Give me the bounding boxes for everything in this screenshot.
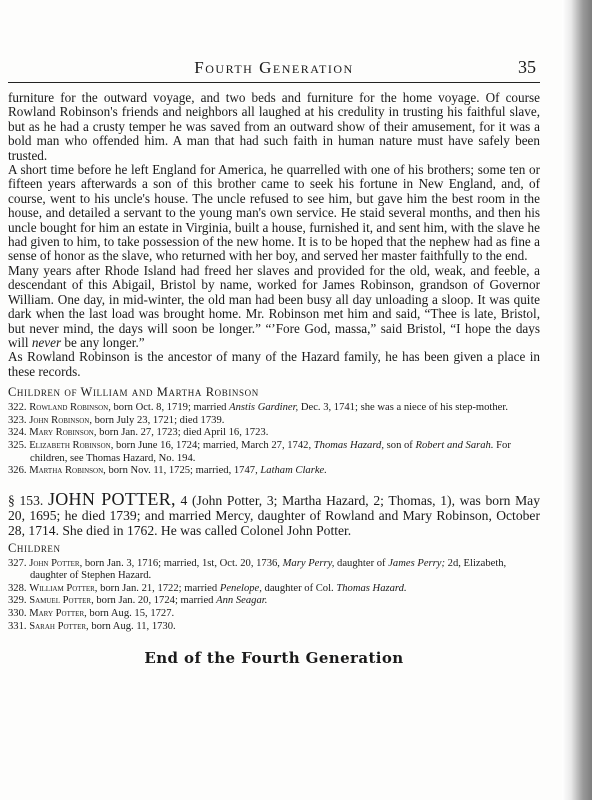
list-item-text: born Jan. 27, 1723; died April 16, 1723. bbox=[96, 427, 269, 439]
list-item-number: 329. bbox=[8, 595, 27, 607]
paragraph bbox=[8, 264, 540, 350]
child-name: Mary Robinson, bbox=[29, 427, 97, 439]
list-item-text: daughter of Col. bbox=[261, 582, 337, 594]
entry-name: JOHN POTTER, bbox=[47, 488, 176, 509]
paragraph-text: Many years after Rhode Island had freed her slaves and provided for the old, weak, and feeble, a descendant of this Abigail, Bristol by name, worked for James Robinson, grandson of Governor William. One day, in mid-winter, the old man had been busy all day unloading a sloop. It was quite dark when the last load was brought home. Mr. Robinson met him and said, “Thee is late, Bristol, but never mind, the days will soon be longer.” “’Fore God, massa,” said Bristol, “I hope the days will bbox=[8, 262, 540, 350]
book-binding-shadow bbox=[562, 0, 592, 800]
list-item bbox=[8, 595, 540, 608]
children-list bbox=[8, 402, 540, 478]
paragraph: A short time before he left England for America, he quarrelled with one of his brothers; some ten or fifteen years afterwards a son of this brother came to seek his fortune in New England, and, of course, went to his uncle's house. The uncle refused to see him, but gave him the best room in the house, and detailed a servant to the young man's own service. He staid several months, and then his uncle bought for him an estate in Virginia, built a house, furnished it, and sent him, with the slave he had given to him, to take possession of the new home. It is to be hoped that the nephew had as fine a sense of honor as the slave, who returned with her boy, and served her master faithfully to the end. bbox=[8, 162, 540, 264]
italic-text: Robert and Sarah. bbox=[415, 439, 494, 451]
page-content bbox=[8, 56, 540, 667]
entry-number: § 153. bbox=[8, 492, 44, 508]
child-name: Martha Robinson, bbox=[29, 465, 106, 477]
list-item-number: 327. bbox=[8, 557, 27, 569]
list-item-text: born July 23, 1721; died 1739. bbox=[91, 414, 225, 426]
list-item-number: 324. bbox=[8, 427, 27, 439]
list-item-text: For children, see Thomas Hazard, No. 194. bbox=[30, 439, 511, 464]
list-item-text: born June 16, 1724; married, March 27, 1742, bbox=[113, 439, 314, 451]
list-item-text: Dec. 3, 1741; she was a niece of his step-mother. bbox=[298, 402, 508, 414]
list-item-number: 331. bbox=[8, 620, 27, 632]
section-heading: Children bbox=[8, 540, 61, 555]
child-name: John Robinson, bbox=[29, 414, 92, 426]
child-name: Samuel Potter, bbox=[29, 595, 94, 607]
italic-text: Penelope, bbox=[219, 582, 262, 594]
list-item-number: 325. bbox=[8, 439, 27, 451]
list-item-text: born Nov. 11, 1725; married, 1747, bbox=[105, 465, 261, 477]
list-item-number: 326. bbox=[8, 465, 27, 477]
list-item bbox=[8, 427, 540, 440]
section-heading: Children of William and Martha Robinson bbox=[8, 385, 259, 400]
child-name: John Potter, bbox=[29, 557, 83, 569]
end-note: End of the Fourth Generation bbox=[144, 649, 404, 668]
page-number: 35 bbox=[518, 57, 536, 77]
child-name: Sarah Potter, bbox=[29, 620, 89, 632]
list-item bbox=[8, 608, 540, 621]
body-text bbox=[8, 91, 540, 379]
list-item bbox=[8, 558, 540, 583]
list-item-text: son of bbox=[384, 439, 416, 451]
list-item bbox=[8, 402, 540, 415]
running-title: Fourth Generation bbox=[194, 58, 354, 77]
list-item bbox=[8, 465, 540, 478]
list-item-text: 2d, Elizabeth, daughter of Stephen Hazard. bbox=[30, 557, 507, 582]
page-header bbox=[8, 56, 540, 83]
list-item-text: born Jan. 3, 1716; married, 1st, Oct. 20, 1736, bbox=[82, 557, 283, 569]
italic-text: never bbox=[31, 334, 62, 350]
italic-text: Anstis Gardiner, bbox=[229, 402, 299, 414]
list-item bbox=[8, 621, 540, 634]
list-item-number: 322. bbox=[8, 402, 27, 414]
child-name: Mary Potter, bbox=[29, 608, 87, 620]
genealogy-entry bbox=[8, 488, 540, 538]
italic-text: Thomas Hazard, bbox=[313, 439, 384, 451]
child-name: Elizabeth Robinson, bbox=[29, 439, 114, 451]
list-item-text: born Oct. 8, 1719; married bbox=[110, 402, 230, 414]
children-list bbox=[8, 558, 540, 634]
italic-text: Thomas Hazard. bbox=[336, 582, 407, 594]
paragraph: furniture for the outward voyage, and two beds and furniture for the home voyage. Of course Rowland Robinson's friends and neighbors all laughed at his credulity in trusting his faithful slave, but as he had a crusty temper he was saved from an outward show of their amusement, for it was a bold man who offended him. A man that had such faith in human nature must have safely been trusted. bbox=[8, 90, 540, 163]
child-name: William Potter, bbox=[29, 582, 98, 594]
italic-text: Latham Clarke. bbox=[260, 465, 327, 477]
list-item-text: born Aug. 15, 1727. bbox=[86, 608, 175, 620]
italic-text: Ann Seagar. bbox=[216, 595, 268, 607]
list-item-text: born Aug. 11, 1730. bbox=[88, 620, 176, 632]
italic-text: Mary Perry, bbox=[282, 557, 335, 569]
child-name: Rowland Robinson, bbox=[29, 402, 111, 414]
list-item-text: daughter of bbox=[334, 557, 389, 569]
list-item-number: 323. bbox=[8, 414, 27, 426]
paragraph: As Rowland Robinson is the ancestor of many of the Hazard family, he has been given a place in these records. bbox=[8, 349, 540, 379]
list-item-text: born Jan. 21, 1722; married bbox=[97, 582, 220, 594]
italic-text: James Perry; bbox=[388, 557, 446, 569]
list-item bbox=[8, 440, 540, 465]
list-item-number: 330. bbox=[8, 608, 27, 620]
list-item bbox=[8, 415, 540, 428]
entry-text: 4 (John Potter, 3; Martha Hazard, 2; Thomas, 1), was born May 20, 1695; he died 1739; and married Mercy, daughter of Rowland and Mary Robinson, October 28, 1714. She died in 1762. He was called Colonel John Potter. bbox=[8, 492, 540, 538]
paragraph-text: be any longer.” bbox=[61, 334, 145, 350]
list-item-number: 328. bbox=[8, 582, 27, 594]
list-item-text: born Jan. 20, 1724; married bbox=[93, 595, 217, 607]
list-item bbox=[8, 583, 540, 596]
